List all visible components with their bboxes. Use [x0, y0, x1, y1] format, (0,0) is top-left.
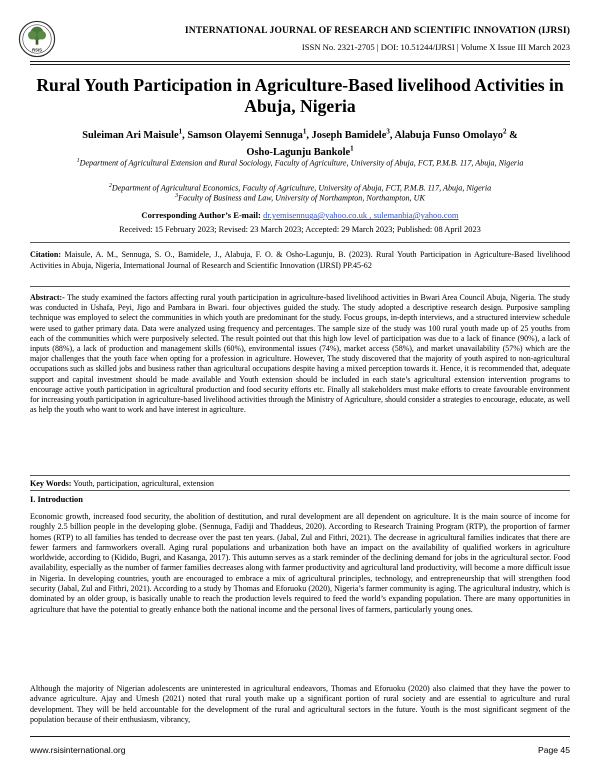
- page-number: Page 45: [537, 745, 570, 755]
- divider: [30, 490, 570, 491]
- corresponding-label: Corresponding Author’s E-mail:: [141, 210, 261, 220]
- corresponding-author: [30, 210, 570, 220]
- citation-text: Maisule, A. M., Sennuga, S. O., Bamidele, J., Alabuja, F. O. & Osho-Lagunju, B. (2023). Rural Youth Participation in Agriculture-Based livelihood Activities in Abuja, Nigeria, International Journal of Research and Scientific Innovation (IJRSI) PP.45-62: [30, 250, 570, 270]
- abstract-label: Abstract:-: [30, 293, 65, 302]
- journal-name: INTERNATIONAL JOURNAL OF RESEARCH AND SCIENTIFIC INNOVATION (IJRSI): [184, 25, 570, 36]
- abstract-text: The study examined the factors affecting rural youth participation in agriculture-based livelihood activities in Bwari Area Council Abuja, Nigeria. The study was conducted in Ushafa, Peyi, Jigo and Pambara in Bwari. four objectives guided the study. The study adopted a descriptive research design. Purposive sampling technique was employed to select the communities in which youth are predominant for the study. Focus groups, in-depth interviews, and a structured interview schedule were used to gather primary data. Data were analyzed using frequency and percentages. The sample size of the study was 100 rural youth made up of 25 youths from each of the communities which were purposively selected. The result pointed out that this high low level of participation was due to a lack of finance (90%), a lack of inputs (88%), a lack of production and management skills (60%), environmental issues (74%), market access (58%), and market unavailability (57%) which are the major challenges that the youth face when opting for a profession in agriculture. However, The study discovered that the majority of youth aspired to non-agricultural occupations such as skilled jobs and business rather than agricultural occupations despite having a mixed perception towards it. Hence, it is recommended that, adequate support and capital investment should be made available and Youth extension should be included in each state’s agricultural extension intervention programs to encourage active youth participation in agricultural production and food security efforts etc. Finally all stakeholders must make efforts to create favourable environment for increasing youth participation in agriculture-based livelihood activities through the Ministry of Agriculture, should consider a strategies to encourage, educate, as well as help the youth who want to work and have interest in agriculture.: [30, 293, 570, 415]
- body-paragraph: Although the majority of Nigerian adolescents are uninterested in agricultural endeavors, Thomas and Eforuoku (2020) also claimed that they have the power to advance agriculture. Ajay and Umesh (2021) noted that rural youth make up a significant portion of rural society and are essential to agriculture and rural development. They will be held accountable for the development of the rural and agricultural sectors in the future. Youth is the most significant segment of the population because of their enthusiasm, vibrancy,: [30, 684, 570, 724]
- citation: [30, 250, 570, 271]
- author: Osho-Lagunju Bankole$^1$: [246, 144, 354, 158]
- publication-dates: Received: 15 February 2023; Revised: 23 March 2023; Accepted: 29 March 2023; Published: 08 April 2023: [119, 225, 481, 234]
- paper-title: Rural Youth Participation in Agriculture-Based livelihood Activities in Abuja, Nigeria: [36, 75, 564, 116]
- citation-label: Citation:: [30, 250, 62, 259]
- header-rule: [30, 61, 570, 62]
- affiliation-1: $^1$Department of Agricultural Extension and Rural Sociology, Faculty of Agriculture, University of Abuja, FCT, P.M.B. 117, Abuja, Nigeria: [76, 158, 524, 168]
- abstract: [30, 293, 570, 415]
- divider: [30, 286, 570, 287]
- header-rule-thin: [30, 64, 570, 65]
- section-heading: I. Introduction: [30, 495, 83, 504]
- body-paragraph: Economic growth, increased food security, the abolition of destitution, and rural development are all dependent on agriculture. It is the main source of income for roughly 2.5 billion people in the developing globe. (Sennuga, Fadiji and Thaddeus, 2020). According to Research Training Program (RTP), the proportion of farmer homes (RTP) to all families has tended to decrease over the past ten years. (Jabal, Zul and Fithri, 2021). The decrease in agricultural families indicates that there are fewer farmers and farmworkers overall. Aging rural populations and urbanization both have an impact on the availability of qualified workers in agriculture worldwide, according to (Kidido, Bugri, and Kasanga, 2017). This autumn serves as a stark reminder of the declining demand for jobs in the agricultural sector. Food availability, especially as the number of farmer families decreases along with farmer productivity and agricultural land productivity, will become a more difficult issue in Nigeria. In developing countries, youth are encouraged to embrace a mix of agricultural principles, technology, and entrepreneurship that will strengthen food security (Jabal, Zul and Fithri, 2021). According to a study by Thomas and Eforuoku (2020), Nigeria’s farmer community is aging. The agricultural industry, which is dominated by an older group, is basically unable to reach the production levels required to feed the world’s expanding population. There are many opportunities in agriculture that have the potential to greatly enhance both the national income and the personal lives of farmers, particularly young ones.: [30, 512, 570, 614]
- author-list: [30, 126, 570, 159]
- divider: [30, 242, 570, 243]
- keywords-text: Youth, participation, agricultural, extension: [73, 479, 214, 488]
- journal-meta: ISSN No. 2321-2705 | DOI: 10.51244/IJRSI | Volume X Issue III March 2023: [301, 42, 570, 52]
- footer-rule: [30, 736, 570, 737]
- rsis-logo: [18, 20, 56, 58]
- author: Samson Olayemi Sennuga$^1$,: [187, 128, 312, 142]
- author: Alabuja Funso Omolayo$^2$ &: [394, 128, 518, 142]
- keywords-label: Key Words:: [30, 479, 72, 488]
- footer-url[interactable]: www.rsisinternational.org: [30, 745, 126, 755]
- divider: [30, 475, 570, 476]
- author: Suleiman Ari Maisule$^1$,: [82, 128, 188, 142]
- affiliation-2: $^2$Department of Agricultural Economics, Faculty of Agriculture, University of Abuja, FCT, P.M.B. 117, Abuja, Nigeria: [108, 183, 492, 193]
- svg-text:RSIS: RSIS: [32, 47, 42, 53]
- affiliation-3: $^3$Faculty of Business and Law, University of Northampton, Northampton, UK: [175, 193, 425, 203]
- corresponding-email-link[interactable]: dr.yemisennuga@yahoo.co.uk , sulemanbia@yahoo.com: [263, 210, 459, 220]
- author: Joseph Bamidele$^3$,: [311, 128, 395, 142]
- keywords: [30, 479, 570, 489]
